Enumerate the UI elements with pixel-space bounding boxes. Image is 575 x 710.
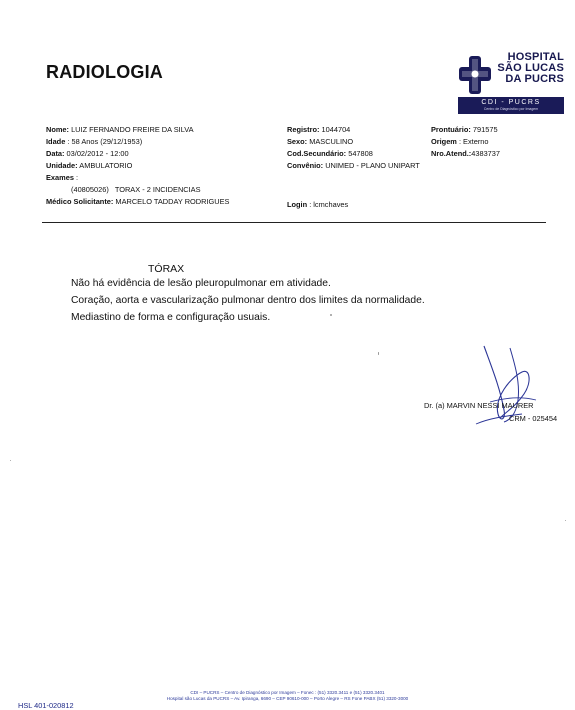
origin-value: : Externo (458, 137, 489, 146)
requesting-doctor: MARCELO TADDAY RODRIGUES (115, 197, 230, 206)
secondary-code-row (287, 148, 373, 160)
sex-row (287, 136, 353, 148)
report-line-3: Mediastino de forma e configuração usuais. (71, 312, 271, 323)
scan-speck (565, 520, 566, 521)
scan-speck (330, 314, 332, 316)
patient-name-row (46, 124, 194, 136)
sex-label: Sexo: (287, 137, 308, 146)
registration-value: 1044704 (321, 125, 351, 134)
patient-age-label: Idade (46, 137, 66, 146)
exam-date-row (46, 148, 129, 160)
cross-logo-icon (458, 52, 492, 98)
logo-line-2: SÃO LUCAS (497, 62, 564, 74)
footer-line-1: CDI – PUCRS – Centro de Diagnóstico por Imagem – Fonec : (51) 3320.3411 e (51) 3320.3401 (190, 690, 385, 695)
patient-name-label: Nome: (46, 125, 69, 134)
logo-top (458, 52, 564, 98)
secondary-code-label: Cod.Secundário: (287, 149, 347, 158)
login-value: : lcmchaves (309, 200, 349, 209)
insurance-value: UNIMED - PLANO UNIPART (325, 161, 420, 170)
attendance-number-label: Nro.Atend.: (431, 149, 472, 158)
logo-band-text: CDI - PUCRS (481, 99, 541, 106)
logo-line-3: DA PUCRS (505, 73, 564, 85)
exam-item (71, 184, 201, 196)
chart-number-value: 791575 (472, 125, 498, 134)
footer-line-2: Hospital são Lucas da PUCRS – Av. Ipiranga, 6690 – CEP 90610-000 – Porto Alegre – RS Fone PABX (51) 3320-3000 (166, 696, 409, 701)
patient-name: LUIZ FERNANDO FREIRE DA SILVA (71, 125, 194, 134)
exams-label: Exames (46, 173, 74, 182)
logo-hospital-name (492, 52, 564, 85)
logo-line-1: HOSPITAL (507, 51, 564, 63)
signing-doctor-crm: CRM - 025454 (509, 414, 558, 423)
hospital-logo (458, 52, 564, 114)
unit-value: AMBULATORIO (79, 161, 133, 170)
logo-band-subtext: Centro de Diagnóstico por Imagem (483, 107, 539, 111)
signing-doctor-name: Dr. (a) MARVIN NESSI MAURER (424, 401, 534, 410)
unit-row (46, 160, 132, 172)
exams-colon: : (76, 173, 79, 182)
unit-label: Unidade: (46, 161, 78, 170)
exam-date-label: Data: (46, 149, 65, 158)
patient-age: : 58 Anos (29/12/1953) (67, 137, 143, 146)
patient-age-row (46, 136, 142, 148)
header-divider (42, 222, 546, 223)
requesting-doctor-row (46, 196, 229, 208)
chart-number-label: Prontuário: (431, 125, 471, 134)
attendance-number-row (431, 148, 500, 160)
exams-row (46, 172, 78, 184)
registration-label: Registro: (287, 125, 320, 134)
attendance-number-value: 4383737 (471, 149, 501, 158)
origin-row (431, 136, 489, 148)
registration-row (287, 124, 350, 136)
login-label: Login (287, 200, 308, 209)
exam-code: (40805026) (71, 185, 109, 194)
logo-band (458, 97, 564, 114)
origin-label: Origem (431, 137, 457, 146)
exam-date: 03/02/2012 - 12:00 (66, 149, 129, 158)
scan-speck (378, 352, 379, 355)
chart-number-row (431, 124, 498, 136)
report-line-2: Coração, aorta e vascularização pulmonar dentro dos limites da normalidade. (71, 295, 425, 306)
insurance-label: Convênio: (287, 161, 324, 170)
insurance-row (287, 160, 420, 172)
requesting-doctor-label: Médico Solicitante: (46, 197, 114, 206)
scan-speck (10, 460, 11, 461)
secondary-code-value: 547808 (348, 149, 373, 158)
report-line-1: Não há evidência de lesão pleuropulmonar em atividade. (71, 278, 331, 289)
form-code: HSL 401-020812 (18, 701, 74, 710)
login-row (287, 199, 348, 211)
report-title: TÓRAX (148, 263, 185, 275)
exam-name: TORAX - 2 INCIDENCIAS (114, 185, 201, 194)
page-title: RADIOLOGIA (46, 62, 163, 82)
sex-value: MASCULINO (309, 137, 354, 146)
